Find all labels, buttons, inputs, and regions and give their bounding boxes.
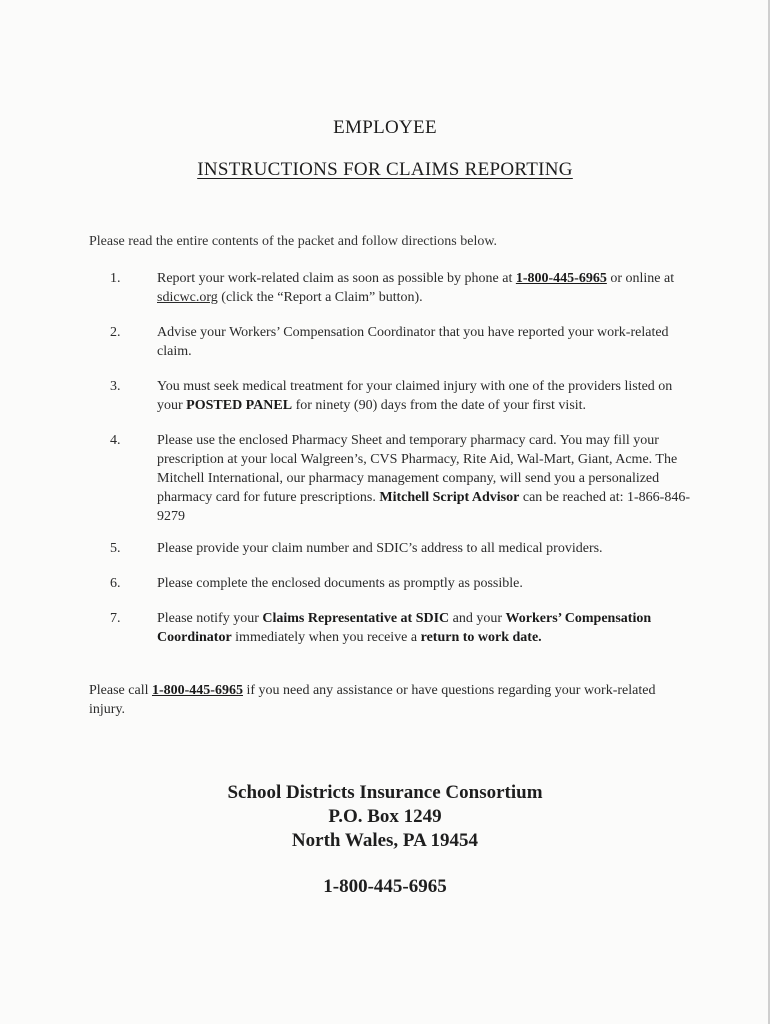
item-number: 5. — [110, 541, 121, 556]
mitchell-script-advisor-text: Mitchell Script Advisor — [379, 490, 520, 505]
closing-text-part: if you need any assistance or have questions regarding your work-related injury. — [89, 683, 656, 717]
website-link[interactable]: sdicwc.org — [157, 290, 218, 305]
item-text-part: immediately when you receive a — [231, 630, 421, 645]
item-number: 4. — [110, 433, 121, 448]
item-text — [157, 431, 697, 526]
item-text — [157, 269, 697, 307]
coordinator-text: Workers’ Compensation Coordinator — [157, 611, 652, 645]
closing-text-part: Please call — [89, 683, 152, 698]
item-text — [157, 609, 697, 647]
item-number: 6. — [110, 576, 121, 591]
item-text-part: (click the “Report a Claim” button). — [217, 290, 423, 305]
item-number: 7. — [110, 611, 121, 626]
page-subheading: INSTRUCTIONS FOR CLAIMS REPORTING — [197, 159, 573, 180]
item-text — [157, 377, 697, 415]
item-text-part: Please notify your — [157, 611, 263, 626]
item-text-part: You must seek medical treatment for your claimed injury with one of the providers listed on your — [157, 379, 673, 413]
item-text: Advise your Workers’ Compensation Coordinator that you have reported your work-related claim. — [157, 325, 669, 359]
org-name: School Districts Insurance Consortium — [227, 782, 543, 803]
phone-link[interactable]: 1-800-445-6965 — [151, 683, 243, 698]
po-box: P.O. Box 1249 — [328, 806, 442, 827]
item-text-part: Please use the enclosed Pharmacy Sheet and temporary pharmacy card. You may fill your prescription at your local Walgreen’s, CVS Pharmacy, Rite Aid, Wal-Mart, Giant, Acme. The Mitchell International, our pharmacy management company, will send you a personalized pharmacy card for future prescriptions. — [157, 433, 678, 505]
item-text-part: or online at — [606, 271, 675, 286]
item-text-part: can be reached at: 1-866-846-9279 — [157, 490, 690, 524]
item-number: 2. — [110, 325, 121, 340]
posted-panel-text: POSTED PANEL — [186, 398, 293, 413]
item-number: 1. — [110, 271, 121, 286]
page-heading: EMPLOYEE — [333, 117, 437, 138]
closing-paragraph — [89, 681, 689, 719]
city-state-zip: North Wales, PA 19454 — [291, 830, 479, 851]
item-text: Please complete the enclosed documents as promptly as possible. — [157, 576, 523, 591]
claims-rep-text: Claims Representative at SDIC — [262, 611, 450, 626]
item-number: 3. — [110, 379, 121, 394]
item-text-part: for ninety (90) days from the date of your first visit. — [292, 398, 587, 413]
phone-link[interactable]: 1-800-445-6965 — [515, 271, 607, 286]
item-text-part: Report your work-related claim as soon as possible by phone at — [157, 271, 516, 286]
item-text: Please provide your claim number and SDIC’s address to all medical providers. — [157, 541, 603, 556]
intro-text: Please read the entire contents of the packet and follow directions below. — [89, 234, 498, 249]
item-text-part: and your — [449, 611, 506, 626]
return-to-work-text: return to work date. — [420, 630, 542, 645]
contact-phone: 1-800-445-6965 — [323, 876, 447, 897]
